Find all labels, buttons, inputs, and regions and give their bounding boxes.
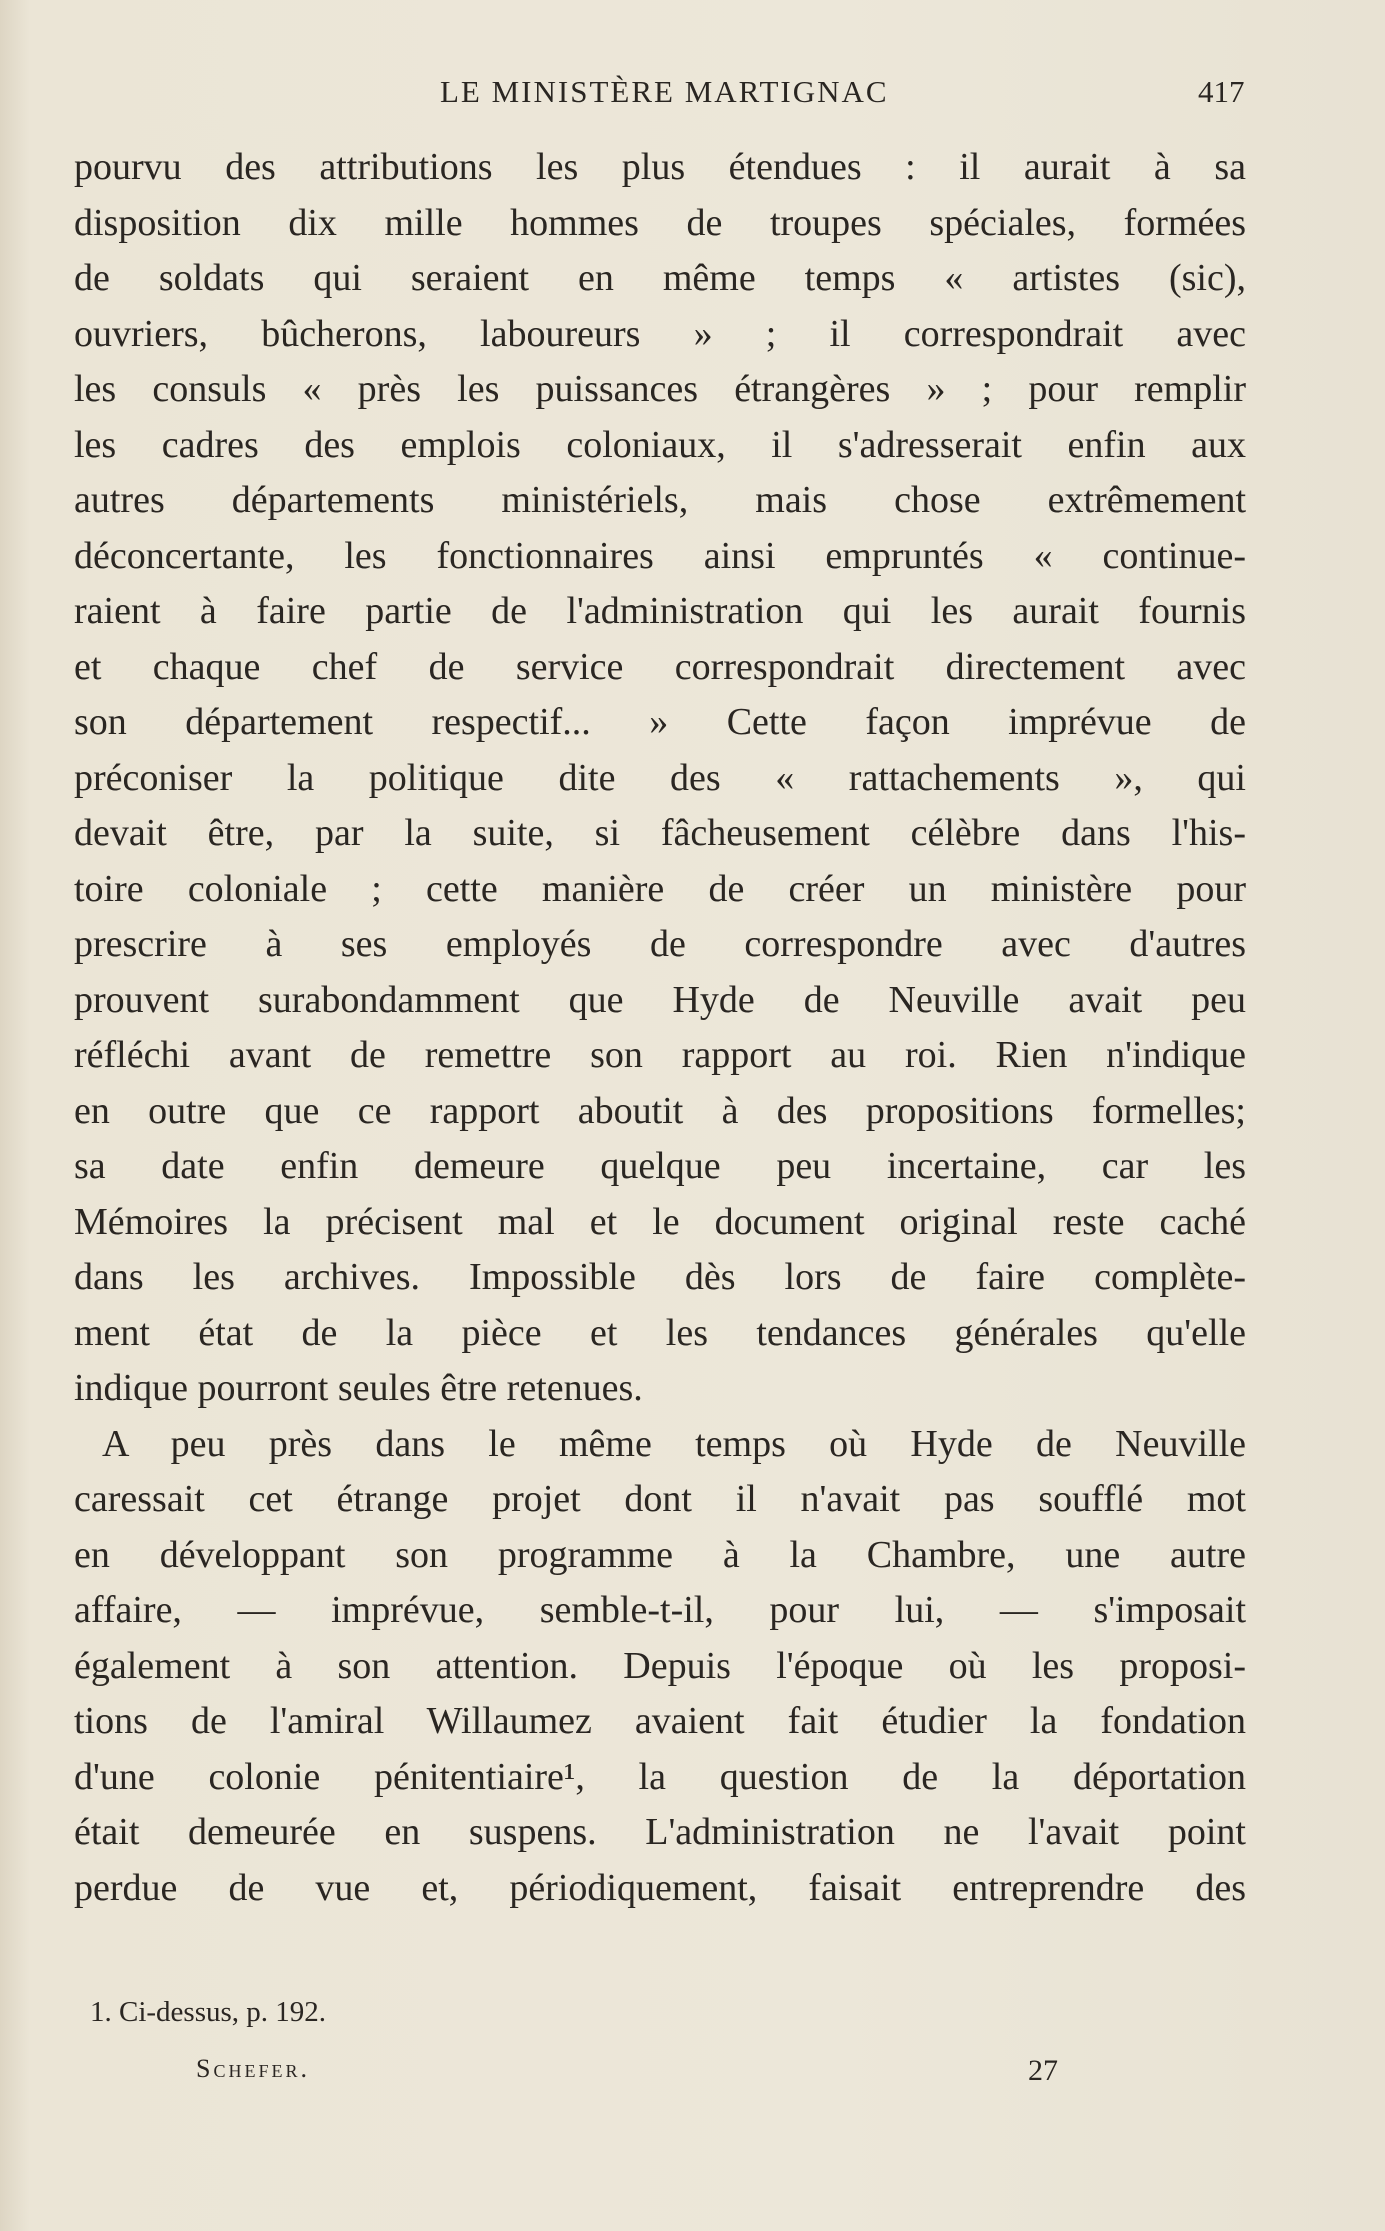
text-line: préconiser la politique dite des « rattachements », qui bbox=[74, 756, 1246, 799]
text-line: déconcertante, les fonctionnaires ainsi empruntés « continue- bbox=[74, 534, 1246, 577]
text-line: en développant son programme à la Chambre, une autre bbox=[74, 1533, 1246, 1576]
text-line: de soldats qui seraient en même temps « artistes (sic), bbox=[74, 257, 1246, 299]
text-line: et chaque chef de service correspondrait directement avec bbox=[74, 645, 1246, 688]
footnote: 1. Ci-dessus, p. 192. bbox=[90, 1996, 327, 2028]
signature-sheet-number: 27 bbox=[1028, 2054, 1058, 2087]
text-line: dans les archives. Impossible dès lors de faire complète- bbox=[74, 1256, 1246, 1298]
text-line: prouvent surabondamment que Hyde de Neuville avait peu bbox=[74, 978, 1246, 1021]
signature-author: Schefer. bbox=[196, 2054, 310, 2083]
page-number: 417 bbox=[1198, 74, 1245, 109]
text-line: caressait cet étrange projet dont il n'avait pas soufflé mot bbox=[74, 1478, 1246, 1520]
text-line: son département respectif... » Cette façon imprévue de bbox=[74, 701, 1246, 743]
text-line: les cadres des emplois coloniaux, il s'adresserait enfin aux bbox=[74, 423, 1246, 466]
text-line: pourvu des attributions les plus étendues : il aurait à sa bbox=[74, 146, 1246, 188]
text-line: sa date enfin demeure quelque peu incertaine, car les bbox=[74, 1145, 1246, 1187]
text-line: affaire, — imprévue, semble-t-il, pour lui, — s'imposait bbox=[74, 1589, 1246, 1631]
text-line: ouvriers, bûcherons, laboureurs » ; il correspondrait avec bbox=[74, 312, 1246, 355]
text-line: A peu près dans le même temps où Hyde de Neuville bbox=[102, 1422, 1246, 1465]
body-text bbox=[74, 140, 1246, 1916]
text-line: d'une colonie pénitentiaire¹, la question de la déportation bbox=[74, 1755, 1246, 1798]
text-line: autres départements ministériels, mais chose extrêmement bbox=[74, 479, 1246, 521]
text-line: Mémoires la précisent mal et le document original reste caché bbox=[74, 1200, 1246, 1243]
text-line: réfléchi avant de remettre son rapport au roi. Rien n'indique bbox=[74, 1034, 1246, 1076]
text-line: disposition dix mille hommes de troupes spéciales, formées bbox=[74, 201, 1246, 244]
text-line: indique pourront seules être retenues. bbox=[74, 1367, 643, 1409]
text-line: perdue de vue et, périodiquement, faisait entreprendre des bbox=[74, 1866, 1246, 1909]
text-line: raient à faire partie de l'administration qui les aurait fournis bbox=[74, 590, 1246, 632]
text-line: toire coloniale ; cette manière de créer un ministère pour bbox=[74, 867, 1246, 910]
running-title: LE MINISTÈRE MARTIGNAC bbox=[440, 74, 889, 109]
printer-signature bbox=[0, 2054, 1385, 2094]
text-line: devait être, par la suite, si fâcheusement célèbre dans l'his- bbox=[74, 812, 1246, 854]
text-line: était demeurée en suspens. L'administration ne l'avait point bbox=[74, 1811, 1246, 1853]
page-header bbox=[0, 70, 1385, 120]
text-line: prescrire à ses employés de correspondre avec d'autres bbox=[74, 923, 1246, 965]
text-line: également à son attention. Depuis l'époque où les proposi- bbox=[74, 1644, 1246, 1687]
text-line: ment état de la pièce et les tendances générales qu'elle bbox=[74, 1311, 1246, 1354]
text-line: tions de l'amiral Willaumez avaient fait étudier la fondation bbox=[74, 1700, 1246, 1742]
text-line: en outre que ce rapport aboutit à des propositions formelles; bbox=[74, 1089, 1246, 1132]
text-line: les consuls « près les puissances étrangères » ; pour remplir bbox=[74, 368, 1246, 410]
